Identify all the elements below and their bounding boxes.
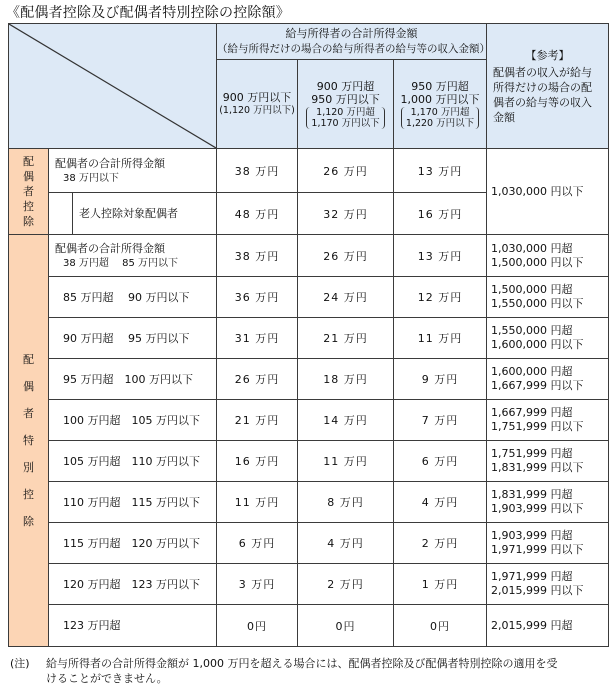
deduction-amount: 11 万円 (394, 318, 487, 359)
table-row (9, 482, 609, 523)
reference-line1: 1,903,999 円超 (491, 529, 573, 542)
footnote-line2: けることができません。 (46, 672, 168, 685)
reference-line1: 1,030,000 円超 (491, 241, 573, 255)
column-header-1-line1: 900 万円以下 (222, 91, 292, 104)
income-condition: 123 万円超 (49, 605, 217, 647)
reference-income (487, 482, 609, 523)
deduction-amount: 8 万円 (298, 482, 394, 523)
reference-tag: 【参考】 (525, 48, 570, 62)
reference-line2: 1,971,999 円以下 (491, 543, 584, 556)
deduction-amount: 7 万円 (394, 400, 487, 441)
reference-line2: 1,667,999 円以下 (491, 379, 584, 392)
reference-income (487, 359, 609, 400)
income-group-label: 給与所得者の合計所得金額 (285, 27, 418, 40)
reference-line1: 1,971,999 円超 (491, 570, 573, 583)
deduction-amount: 18 万円 (298, 359, 394, 400)
deduction-amount: 31 万円 (217, 318, 298, 359)
deduction-amount: 21 万円 (298, 318, 394, 359)
deduction-amount: 26 万円 (217, 359, 298, 400)
deduction-table (8, 23, 609, 647)
deduction-amount: 4 万円 (298, 523, 394, 564)
deduction-amount: 21 万円 (217, 400, 298, 441)
reference-line2: 1,550,000 円以下 (491, 297, 584, 310)
spouse-income-condition (49, 149, 217, 193)
income-condition: 85 万円超 90 万円以下 (49, 277, 217, 318)
column-header-3-bracket-line2: 1,220 万円以下 (405, 117, 475, 129)
deduction-amount: 38 万円 (217, 235, 298, 277)
reference-income (487, 235, 609, 277)
reference-income: 1,030,000 円以下 (487, 149, 609, 235)
column-header-2-bracket-line1: 1,120 万円超 (316, 106, 375, 118)
table-row (9, 564, 609, 605)
deduction-amount: 11 万円 (298, 441, 394, 482)
footnote-line1: 給与所得者の合計所得金額が 1,000 万円を超える場合には、配偶者控除及び配偶者特別控除の適用を受 (46, 657, 558, 670)
reference-line1: 1,550,000 円超 (491, 324, 573, 337)
deduction-amount: 2 万円 (298, 564, 394, 605)
deduction-amount: 26 万円 (298, 149, 394, 193)
table-row (9, 400, 609, 441)
column-header-2-bracket (306, 107, 384, 129)
table-row (9, 523, 609, 564)
column-header-3-bracket-line1: 1,170 万円超 (410, 106, 470, 118)
deduction-amount: 14 万円 (298, 400, 394, 441)
deduction-amount: 6 万円 (394, 441, 487, 482)
deduction-amount: 4 万円 (394, 482, 487, 523)
column-header-1 (217, 60, 298, 149)
reference-income (487, 605, 609, 647)
reference-line2: 1,903,999 円以下 (491, 502, 584, 515)
deduction-amount: 24 万円 (298, 277, 394, 318)
reference-income (487, 318, 609, 359)
column-header-3-line2: 1,000 万円以下 (400, 92, 480, 106)
special-deduction-category (9, 235, 49, 647)
deduction-amount: 0円 (394, 605, 487, 647)
deduction-amount: 38 万円 (217, 149, 298, 193)
table-row (9, 318, 609, 359)
column-header-2-line2: 950 万円以下 (311, 92, 380, 106)
special-deduction-label: 配偶者特別控除 (23, 353, 34, 528)
condition-line2: 38 万円以下 (63, 172, 119, 184)
footnote (10, 656, 608, 687)
indent-spacer (49, 193, 73, 235)
income-condition: 110 万円超 115 万円以下 (49, 482, 217, 523)
deduction-amount: 48 万円 (217, 193, 298, 235)
reference-line2: 1,831,999 円以下 (491, 461, 584, 474)
deduction-amount: 9 万円 (394, 359, 487, 400)
deduction-amount: 11 万円 (217, 482, 298, 523)
condition-line2: 38 万円超 85 万円以下 (63, 257, 178, 269)
deduction-amount: 1 万円 (394, 564, 487, 605)
income-condition: 95 万円超 100 万円以下 (49, 359, 217, 400)
income-condition: 90 万円超 95 万円以下 (49, 318, 217, 359)
deduction-amount: 13 万円 (394, 149, 487, 193)
footnote-mark: (注) (10, 657, 30, 670)
spouse-deduction-category (9, 149, 49, 235)
column-header-3-bracket (401, 107, 479, 129)
reference-line2: 2,015,999 円以下 (491, 584, 584, 597)
reference-line2: 1,500,000 円以下 (491, 255, 584, 269)
reference-line2: 1,600,000 円以下 (491, 338, 584, 351)
reference-line1: 1,500,000 円超 (491, 283, 573, 296)
table-row (9, 359, 609, 400)
reference-income (487, 523, 609, 564)
column-header-2 (298, 60, 394, 149)
deduction-amount: 2 万円 (394, 523, 487, 564)
deduction-amount: 13 万円 (394, 235, 487, 277)
income-condition: 105 万円超 110 万円以下 (49, 441, 217, 482)
reference-income (487, 277, 609, 318)
reference-line1: 1,751,999 円超 (491, 447, 573, 460)
reference-income (487, 400, 609, 441)
table-row (9, 277, 609, 318)
income-condition: 120 万円超 123 万円以下 (49, 564, 217, 605)
deduction-amount: 0円 (298, 605, 394, 647)
condition-line1: 配偶者の合計所得金額 (55, 241, 165, 255)
reference-line2: 1,751,999 円以下 (491, 420, 584, 433)
deduction-amount: 0円 (217, 605, 298, 647)
column-header-2-line1: 900 万円超 (316, 79, 375, 93)
condition-line1: 配偶者の合計所得金額 (55, 156, 165, 170)
reference-line1: 1,600,000 円超 (491, 365, 573, 378)
table-row (9, 149, 609, 193)
elderly-spouse-condition: 老人控除対象配偶者 (73, 193, 217, 235)
deduction-amount: 36 万円 (217, 277, 298, 318)
column-header-2-bracket-line2: 1,170 万円以下 (311, 117, 380, 129)
deduction-amount: 6 万円 (217, 523, 298, 564)
income-group-sublabel: （給与所得だけの場合の給与所得者の給与等の収入金額） (217, 43, 491, 55)
reference-line1: 1,667,999 円超 (491, 406, 573, 419)
reference-header (487, 24, 609, 149)
deduction-amount: 26 万円 (298, 235, 394, 277)
income-condition (49, 235, 217, 277)
column-header-3 (394, 60, 487, 149)
deduction-amount: 32 万円 (298, 193, 394, 235)
page-title: 《配偶者控除及び配偶者特別控除の控除額》 (6, 5, 290, 21)
table-row (9, 441, 609, 482)
deduction-amount: 16 万円 (217, 441, 298, 482)
reference-line1: 1,831,999 円超 (491, 488, 573, 501)
spouse-deduction-label: 配偶者控除 (23, 155, 34, 228)
deduction-amount: 3 万円 (217, 564, 298, 605)
income-group-header (217, 24, 491, 60)
reference-description: 配偶者の収入が給与所得だけの場合の配偶者の給与等の収入金額 (493, 65, 593, 124)
table-row (9, 605, 609, 647)
header-row (9, 24, 609, 60)
column-header-1-line2: (1,120 万円以下) (219, 105, 295, 116)
income-condition: 100 万円超 105 万円以下 (49, 400, 217, 441)
deduction-amount: 12 万円 (394, 277, 487, 318)
diagonal-corner-cell (9, 24, 217, 149)
income-condition: 115 万円超 120 万円以下 (49, 523, 217, 564)
deduction-amount: 16 万円 (394, 193, 487, 235)
reference-income (487, 441, 609, 482)
column-header-3-line1: 950 万円超 (411, 79, 469, 93)
table-row (9, 235, 609, 277)
reference-income (487, 564, 609, 605)
reference-line1: 2,015,999 円超 (491, 618, 573, 632)
